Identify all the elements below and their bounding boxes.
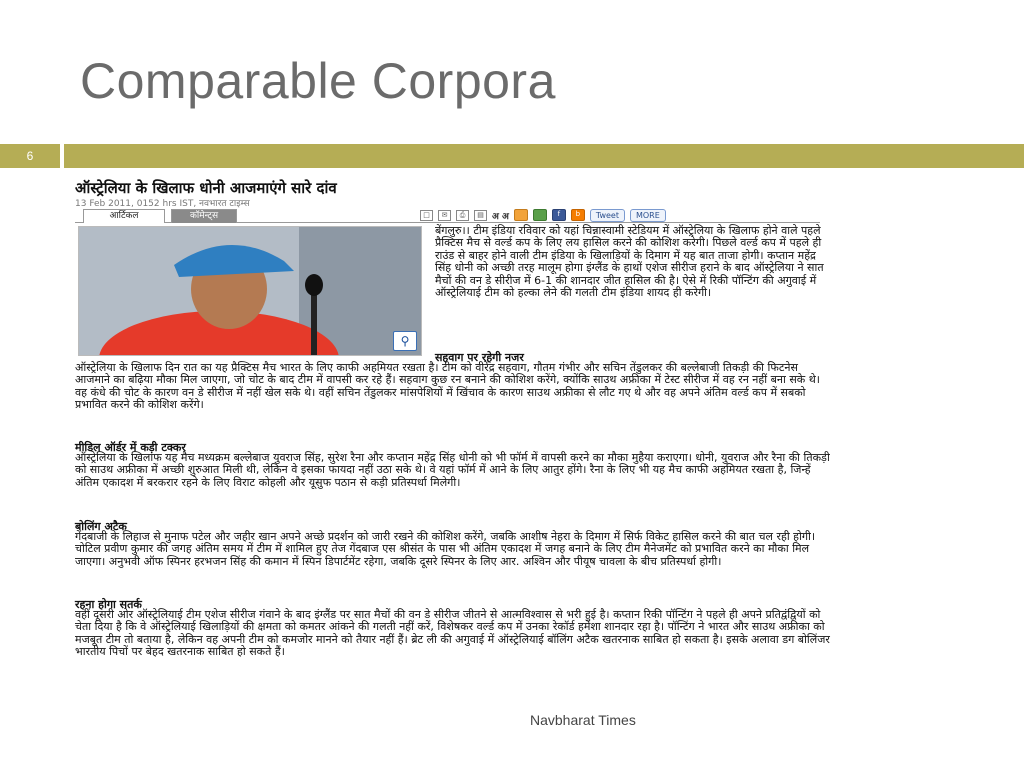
section-body: ऑस्ट्रेलिया के खिलाफ यह मैच मध्यक्रम बल्लेबाज युवराज सिंह, सुरेश रैना और कप्तान महेंद्र सिंह धोनी को भी फॉर्म में वापसी करने का मौका मुहैया कराएगा। धोनी, युवराज और रैना की तिकड़ी को साउथ अफ्रीका में अच्छी शुरुआत मिली थी, लेकिन वे इसका फायदा नहीं उठा सके थे। वे यहां फॉर्म में आने के लिए आतुर होंगे। रैना के लिए भी यह मैच काफी अहमियत रखता है, जिन्हें अंतिम एकादश में बरकरार रहने के लिए विराट कोहली और यूसुफ पठान से कड़ी प्रतिस्पर्धा मिलेगी।: [75, 451, 830, 489]
article-toolbar: [420, 208, 666, 222]
facebook-icon[interactable]: f: [552, 209, 566, 221]
article-dateline: 13 Feb 2011, 0152 hrs IST, नवभारत टाइम्स: [75, 199, 250, 209]
more-button[interactable]: MORE: [630, 209, 666, 222]
slide-number: 6: [26, 149, 34, 163]
save-icon[interactable]: ▤: [474, 210, 487, 221]
print-icon[interactable]: ⎙: [456, 210, 469, 221]
tweet-button[interactable]: Tweet: [590, 209, 625, 222]
section-body: गेंदबाजी के लिहाज से मुनाफ पटेल और जहीर खान अपने अच्छे प्रदर्शन को जारी रखने की कोशिश करेंगे, जबकि आशीष नेहरा के दिमाग में सिर्फ विकेट हासिल करने की बात चल रही होगी। चोटिल प्रवीण कुमार की जगह अंतिम समय में टीम में शामिल हुए तेज गेंदबाज एस श्रीसंत के पास भी अंतिम एकादश में जगह बनाने के लिए टीम मैनेजमेंट को प्रभावित करने का मौका मिल जाएगा। अनुभवी ऑफ स्पिनर हरभजन सिंह की कमान में स्पिन डिपार्टमेंट रहेगा, जबकि दूसरे स्पिनर के लिए आर. अश्विन और पीयूष चावला के बीच प्रतिस्पर्धा होगी।: [75, 530, 816, 568]
slide-title: Comparable Corpora: [80, 53, 556, 109]
section-heading: रहना होगा सतर्क: [75, 598, 142, 611]
microphone: [305, 274, 323, 296]
blogger-icon[interactable]: b: [571, 209, 585, 221]
section-body: वहीं दूसरी ओर ऑस्ट्रेलियाई टीम एशेज सीरीज गंवाने के बाद इंग्लैंड पर सात मैचों की वन डे सीरीज जीतने से आत्मविश्वास से भरी हुई है। कप्तान रिकी पॉन्टिंग ने पहले ही अपने प्रतिद्वंद्वियों को चेता दिया है कि वे ऑस्ट्रेलियाई खिलाड़ियों की क्षमता को कमतर आंकने की गलती नहीं करें, विशेषकर वर्ल्ड कप में उनका रेकॉर्ड हमेशा शानदार रहा है। पॉन्टिंग ने भारत और साउथ अफ्रीका को मजबूत टीम तो बताया है, लेकिन वह अपनी टीम को कमजोर मानने को तैयार नहीं हैं। ब्रेट ली की अगुवाई में ऑस्ट्रेलियाई बॉलिंग अटैक खतरनाक साबित हो सकता है। इसके अलावा डग बोलिंजर भारतीय पिचों पर बेहद खतरनाक साबित हो सकते हैं।: [75, 608, 830, 659]
tab-comments[interactable]: कॉमेन्ट्स: [171, 209, 237, 223]
microphone-stand: [311, 287, 317, 355]
section-heading: बोलिंग अटैक: [75, 520, 127, 533]
zoom-icon[interactable]: ⚲: [393, 331, 417, 351]
font-size-toggle[interactable]: अ अ: [492, 211, 509, 222]
article-headline: ऑस्ट्रेलिया के खिलाफ धोनी आजमाएंगे सारे दांव: [75, 179, 337, 197]
section-heading: मीडिल ऑर्डर में कड़ी टक्कर: [75, 441, 186, 454]
article-photo: [78, 226, 422, 356]
accent-bar-right: [64, 144, 1024, 168]
intro-paragraph: बेंगलुरु।। टीम इंडिया रविवार को यहां चिन्नास्वामी स्टेडियम में ऑस्ट्रेलिया के खिलाफ होने वाले पहले प्रैक्टिस मैच से वर्ल्ड कप के लिए लय हासिल करने की कोशिश करेगी। पिछले वर्ल्ड कप में पहले ही राउंड से बाहर होने वाली टीम इंडिया के खिलाड़ियों के दिमाग में यह बात ताजा होगी। कप्तान महेंद्र सिंह धोनी को अच्छी तरह मालूम होगा इंग्लैंड के हाथों एशेज सीरीज हराने के बाद ऑस्ट्रेलिया ने सात मैचों की वन डे सीरीज में 6-1 की शानदार जीत हासिल की है। ऐसे में रिकी पॉन्टिंग की अगुवाई में ऑस्ट्रेलियाई टीम को हल्का लेने की गलती टीम इंडिया शायद ही करेगी।: [435, 224, 824, 300]
section-body: ऑस्ट्रेलिया के खिलाफ दिन रात का यह प्रैक्टिस मैच भारत के लिए काफी अहमियत रखता है। टीम को वीरेंद्र सहवाग, गौतम गंभीर और सचिन तेंडुलकर की बल्लेबाजी तिकड़ी की फिटनेस आजमाने का बढ़िया मौका मिल जाएगा, जो चोट के बाद टीम में वापसी कर रहे हैं। सहवाग कुछ रन बनाने की कोशिश करेंगे, क्योंकि साउथ अफ्रीका में टेस्ट सीरीज में वह रन नहीं बना सके थे। वह कंधे की चोट के कारण वन डे सीरीज में नहीं खेल सके थे। वहीं सचिन तेंडुलकर मांसपेशियों में खिंचाव के कारण साउथ अफ्रीका से लौट गए थे और वह अपने अंतिम वर्ल्ड कप में सबको प्रभावित करने की कोशिश करेंगे।: [75, 361, 820, 412]
article-photo-image: [79, 227, 421, 355]
share-icon[interactable]: [533, 209, 547, 221]
section-heading: सहवाग पर रहेगी नजर: [435, 351, 524, 364]
email-icon[interactable]: ✉: [438, 210, 451, 221]
tab-article[interactable]: आर्टिकल: [83, 209, 165, 223]
like-icon[interactable]: [514, 209, 528, 221]
source-caption: Navbharat Times: [530, 712, 636, 728]
article-screenshot: [75, 178, 835, 683]
comment-icon[interactable]: □: [420, 210, 433, 221]
